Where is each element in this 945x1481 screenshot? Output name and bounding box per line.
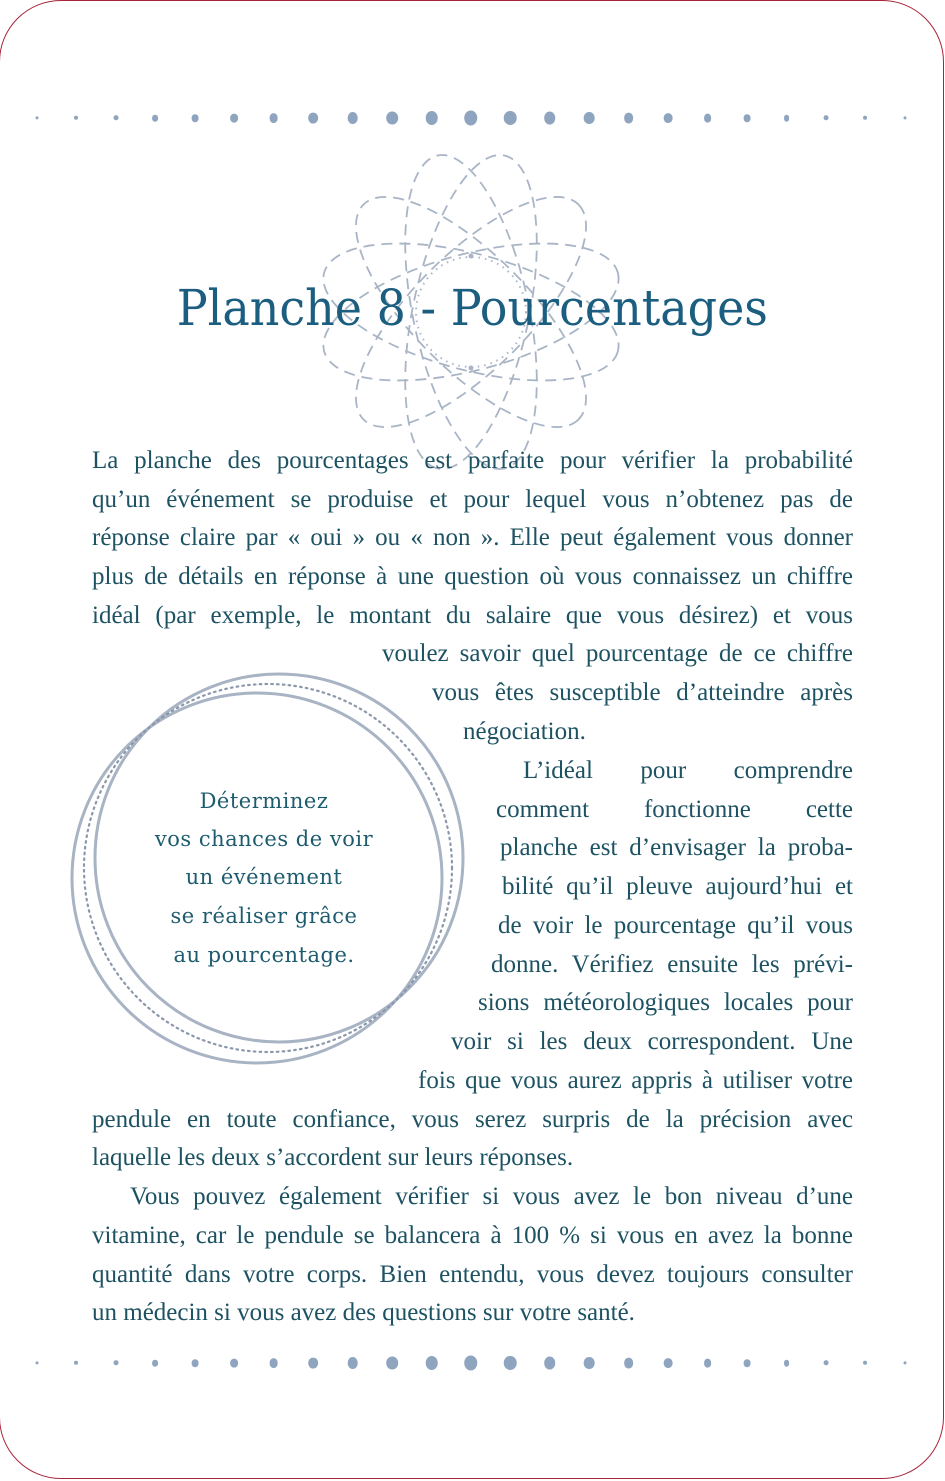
body-line: idéal (par exemple, le montant du salaire que vous désirez) et vous bbox=[92, 602, 853, 629]
divider-dot bbox=[903, 116, 906, 119]
body-line: réponse claire par « oui » ou « non ». Elle peut également vous donner bbox=[92, 524, 853, 551]
body-line: quantité dans votre corps. Bien entendu, vous devez toujours consulter bbox=[92, 1261, 853, 1288]
divider-dot bbox=[191, 114, 198, 122]
body-line: voir si les deux correspondent. Une bbox=[451, 1028, 853, 1055]
divider-dot bbox=[152, 1360, 158, 1367]
divider-dot bbox=[664, 113, 673, 123]
divider-dot bbox=[863, 116, 867, 120]
body-line: planche est d’envisager la proba- bbox=[500, 834, 853, 861]
top-dotted-divider-icon bbox=[0, 108, 945, 128]
divider-dot bbox=[744, 114, 751, 122]
body-line: comment fonctionne cette bbox=[496, 796, 853, 823]
body-line: fois que vous aurez appris à utiliser votre bbox=[418, 1067, 853, 1094]
body-line: plus de détails en réponse à une question où vous connaissez un chiffre bbox=[92, 563, 853, 590]
divider-dot bbox=[230, 1359, 238, 1368]
body-line: de voir le pourcentage qu’il vous bbox=[498, 912, 853, 939]
divider-dot bbox=[624, 113, 634, 124]
body-line: laquelle les deux s’accordent sur leurs réponses. bbox=[92, 1144, 574, 1171]
divider-dot bbox=[386, 1357, 398, 1370]
body-line: La planche des pourcentages est parfaite pour vérifier la probabilité bbox=[92, 447, 853, 474]
divider-dot bbox=[425, 111, 438, 125]
divider-dot bbox=[784, 1360, 790, 1367]
divider-dot bbox=[74, 116, 78, 120]
divider-dot bbox=[191, 1359, 198, 1367]
body-line: vous êtes susceptible d’atteindre après bbox=[432, 679, 853, 706]
body-line: Vous pouvez également vérifier si vous avez le bon niveau d’une bbox=[130, 1183, 853, 1210]
body-line: bilité qu’il pleuve aujourd’hui et bbox=[502, 873, 853, 900]
divider-dot bbox=[704, 114, 712, 123]
divider-dot bbox=[464, 1355, 478, 1370]
callout-line: un événement bbox=[185, 865, 343, 889]
callout-line: vos chances de voir bbox=[154, 827, 374, 851]
divider-dot bbox=[74, 1361, 78, 1365]
divider-dot bbox=[584, 1357, 595, 1369]
bottom-dotted-divider-icon bbox=[0, 1353, 945, 1373]
divider-dot bbox=[308, 1358, 318, 1369]
divider-dot bbox=[664, 1358, 673, 1368]
divider-dot bbox=[113, 115, 118, 120]
divider-dot bbox=[544, 1357, 556, 1370]
page-title-text: Planche 8 - Pourcentages bbox=[176, 279, 769, 337]
divider-dot bbox=[113, 1360, 118, 1365]
divider-dot bbox=[269, 113, 278, 123]
body-line: qu’un événement se produise et pour lequel vous n’obtenez pas de bbox=[92, 486, 853, 513]
divider-dot bbox=[464, 110, 478, 125]
divider-dot bbox=[504, 1356, 517, 1370]
divider-dot bbox=[347, 1357, 358, 1369]
divider-dot bbox=[903, 1361, 906, 1364]
divider-dot bbox=[544, 112, 556, 125]
divider-dot bbox=[36, 1361, 39, 1364]
callout-line: au pourcentage. bbox=[173, 943, 355, 967]
divider-dot bbox=[584, 112, 595, 124]
body-line: pendule en toute confiance, vous serez surpris de la précision avec bbox=[92, 1106, 853, 1133]
divider-dot bbox=[863, 1361, 867, 1365]
body-line: vitamine, car le pendule se balancera à 100 % si vous en avez la bonne bbox=[92, 1222, 853, 1249]
body-line: voulez savoir quel pourcentage de ce chiffre bbox=[382, 640, 853, 667]
divider-dot bbox=[744, 1359, 751, 1367]
divider-dot bbox=[624, 1358, 634, 1369]
divider-dot bbox=[230, 114, 238, 123]
divider-dot bbox=[504, 111, 517, 125]
divider-dot bbox=[784, 115, 790, 122]
callout-line: se réaliser grâce bbox=[170, 904, 358, 928]
divider-dot bbox=[425, 1356, 438, 1370]
body-line: un médecin si vous avez des questions sur votre santé. bbox=[92, 1299, 635, 1326]
page-title bbox=[0, 272, 945, 344]
divider-dot bbox=[386, 112, 398, 125]
divider-dot bbox=[704, 1359, 712, 1368]
divider-dot bbox=[347, 112, 358, 124]
callout-line: Déterminez bbox=[199, 789, 329, 813]
body-line: négociation. bbox=[463, 718, 586, 745]
divider-dot bbox=[308, 113, 318, 124]
divider-dot bbox=[824, 115, 829, 120]
body-line: L’idéal pour comprendre bbox=[523, 757, 853, 784]
divider-dot bbox=[824, 1360, 829, 1365]
divider-dot bbox=[36, 116, 39, 119]
body-line: donne. Vérifiez ensuite les prévi- bbox=[491, 951, 853, 978]
body-line: sions météorologiques locales pour bbox=[478, 989, 853, 1016]
divider-dot bbox=[269, 1358, 278, 1368]
divider-dot bbox=[152, 115, 158, 122]
